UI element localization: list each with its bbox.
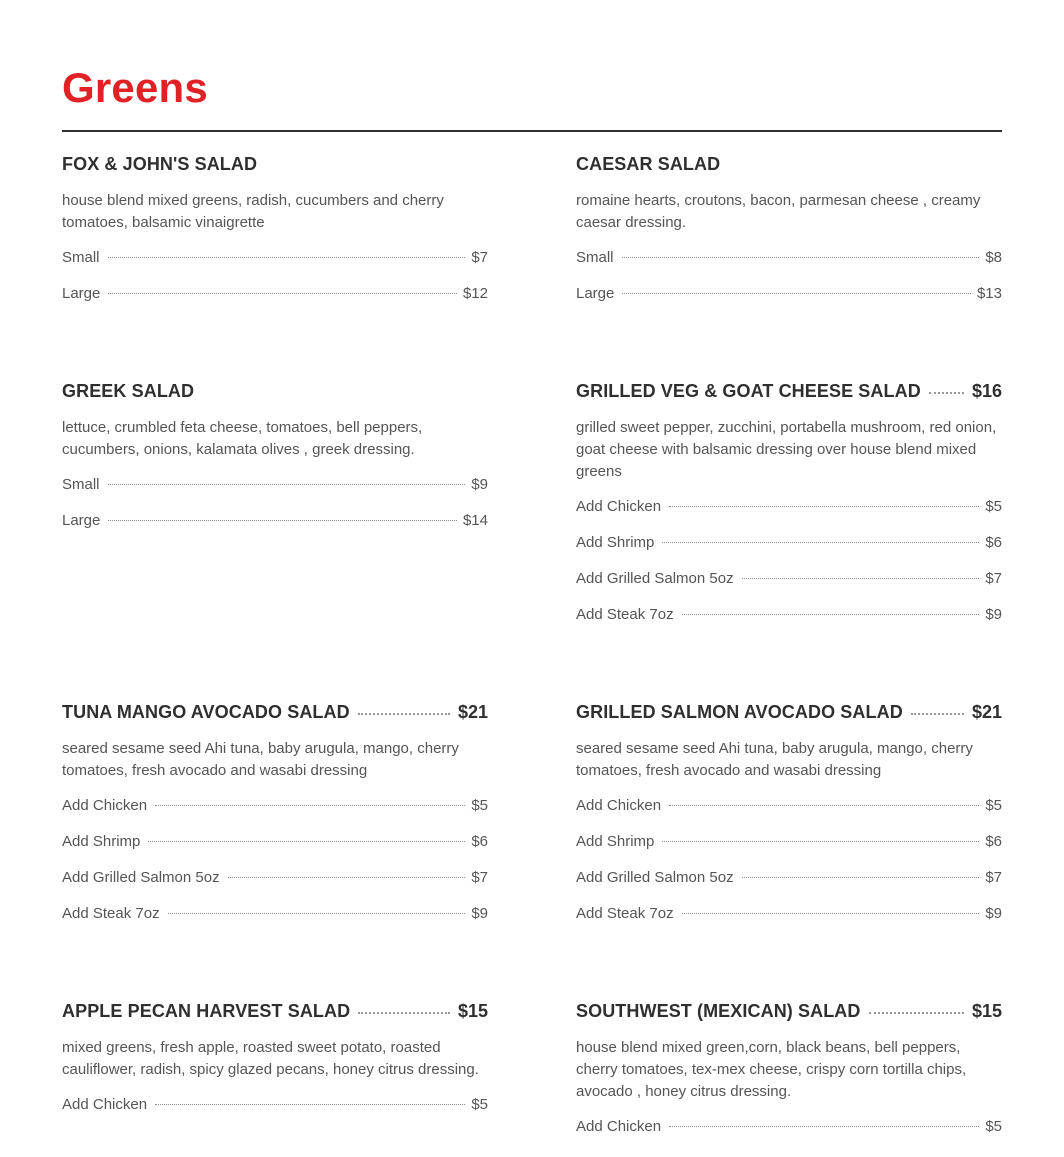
dot-leader xyxy=(228,877,466,878)
add-on-price: $6 xyxy=(471,833,488,850)
add-on-options xyxy=(576,797,1002,941)
menu-item-apple-pecan-harvest-salad xyxy=(62,1001,488,1132)
menu-item-grilled-salmon-avocado-salad xyxy=(576,702,1002,941)
dot-leader xyxy=(682,614,980,615)
item-name: GRILLED SALMON AVOCADO SALAD xyxy=(576,702,903,722)
item-name: GREEK SALAD xyxy=(62,381,195,401)
item-price: $15 xyxy=(457,1001,488,1021)
add-on-label: Add Chicken xyxy=(576,498,662,515)
dot-leader xyxy=(358,713,450,715)
option-price: $13 xyxy=(976,285,1002,302)
add-on-price: $5 xyxy=(471,1096,488,1113)
size-label: Large xyxy=(576,285,615,302)
item-price: $15 xyxy=(971,1001,1002,1021)
add-on-label: Add Steak 7oz xyxy=(576,606,674,623)
item-price: $21 xyxy=(971,702,1002,722)
add-on-options xyxy=(62,797,488,941)
option-price: $14 xyxy=(462,512,488,529)
item-name: FOX & JOHN'S SALAD xyxy=(62,154,258,174)
option-price: $8 xyxy=(985,249,1002,266)
size-label: Large xyxy=(62,285,101,302)
add-on-row xyxy=(576,833,1002,869)
price-options xyxy=(576,249,1002,321)
add-on-price: $6 xyxy=(985,534,1002,551)
menu-item-caesar-salad xyxy=(576,154,1002,321)
add-on-label: Add Chicken xyxy=(62,1096,148,1113)
dot-leader xyxy=(742,578,980,579)
dot-leader xyxy=(148,841,465,842)
item-description: grilled sweet pepper, zucchini, portabella mushroom, red onion, goat cheese with balsamic dressing over house blend mixed greens xyxy=(576,419,997,480)
add-on-row xyxy=(576,534,1002,570)
dot-leader xyxy=(108,520,457,521)
item-header xyxy=(62,154,488,180)
title-divider xyxy=(62,130,1002,132)
add-on-label: Add Grilled Salmon 5oz xyxy=(62,869,220,886)
item-name: APPLE PECAN HARVEST SALAD xyxy=(62,1001,351,1021)
dot-leader xyxy=(662,542,979,543)
add-on-price: $5 xyxy=(985,797,1002,814)
dot-leader xyxy=(669,805,979,806)
menu-item-tuna-mango-avocado-salad xyxy=(62,702,488,941)
price-row xyxy=(62,476,488,512)
item-header xyxy=(576,702,1002,728)
option-price: $9 xyxy=(471,476,488,493)
add-on-price: $9 xyxy=(471,905,488,922)
price-options xyxy=(62,476,488,548)
item-description: mixed greens, fresh apple, roasted sweet potato, roasted cauliflower, radish, spicy glazed pecans, honey citrus dressing. xyxy=(62,1039,479,1078)
add-on-row xyxy=(576,570,1002,606)
add-on-price: $7 xyxy=(471,869,488,886)
dot-leader xyxy=(669,1126,979,1127)
add-on-row xyxy=(576,606,1002,642)
menu-item-fox-johns-salad xyxy=(62,154,488,321)
add-on-label: Add Steak 7oz xyxy=(576,905,674,922)
size-label: Small xyxy=(62,249,100,266)
add-on-label: Add Grilled Salmon 5oz xyxy=(576,869,734,886)
price-row xyxy=(62,249,488,285)
add-on-price: $5 xyxy=(985,498,1002,515)
price-options xyxy=(62,249,488,321)
add-on-price: $7 xyxy=(985,869,1002,886)
item-header xyxy=(62,381,488,407)
item-description: house blend mixed greens, radish, cucumbers and cherry tomatoes, balsamic vinaigrette xyxy=(62,192,444,231)
add-on-row xyxy=(576,869,1002,905)
add-on-row xyxy=(62,869,488,905)
dot-leader xyxy=(108,293,457,294)
dot-leader xyxy=(742,877,980,878)
dot-leader xyxy=(168,913,466,914)
add-on-row xyxy=(576,797,1002,833)
item-header xyxy=(576,1001,1002,1027)
item-description: seared sesame seed Ahi tuna, baby arugula, mango, cherry tomatoes, fresh avocado and wasabi dressing xyxy=(62,740,459,779)
dot-leader xyxy=(108,257,466,258)
dot-leader xyxy=(155,1104,465,1105)
price-row xyxy=(62,512,488,548)
add-on-label: Add Steak 7oz xyxy=(62,905,160,922)
size-label: Large xyxy=(62,512,101,529)
add-on-label: Add Chicken xyxy=(576,797,662,814)
item-description: house blend mixed green,corn, black beans, bell peppers, cherry tomatoes, tex-mex cheese, crispy corn tortilla chips, avocado , honey citrus dressing. xyxy=(576,1039,967,1100)
add-on-row xyxy=(62,1096,488,1132)
add-on-label: Add Chicken xyxy=(62,797,148,814)
dot-leader xyxy=(869,1012,964,1014)
item-price: $21 xyxy=(457,702,488,722)
dot-leader xyxy=(622,293,971,294)
dot-leader xyxy=(622,257,980,258)
price-row xyxy=(576,285,1002,321)
option-price: $7 xyxy=(471,249,488,266)
item-price: $16 xyxy=(971,381,1002,401)
dot-leader xyxy=(358,1012,450,1014)
dot-leader xyxy=(682,913,980,914)
add-on-row xyxy=(576,905,1002,941)
item-name: TUNA MANGO AVOCADO SALAD xyxy=(62,702,350,722)
item-name: CAESAR SALAD xyxy=(576,154,721,174)
menu-item-grilled-veg-goat-cheese-salad xyxy=(576,381,1002,642)
add-on-row xyxy=(576,498,1002,534)
item-description: romaine hearts, croutons, bacon, parmesan cheese , creamy caesar dressing. xyxy=(576,192,981,231)
add-on-label: Add Shrimp xyxy=(576,534,655,551)
price-row xyxy=(62,285,488,321)
size-label: Small xyxy=(576,249,614,266)
add-on-label: Add Shrimp xyxy=(576,833,655,850)
section-title: Greens xyxy=(62,64,208,111)
add-on-price: $5 xyxy=(471,797,488,814)
item-name: GRILLED VEG & GOAT CHEESE SALAD xyxy=(576,381,921,401)
dot-leader xyxy=(108,484,466,485)
add-on-price: $9 xyxy=(985,905,1002,922)
add-on-row xyxy=(62,905,488,941)
add-on-price: $6 xyxy=(985,833,1002,850)
item-header xyxy=(576,381,1002,407)
add-on-label: Add Chicken xyxy=(576,1118,662,1135)
item-header xyxy=(576,154,1002,180)
add-on-price: $7 xyxy=(985,570,1002,587)
menu-item-greek-salad xyxy=(62,381,488,548)
add-on-price: $9 xyxy=(985,606,1002,623)
dot-leader xyxy=(155,805,465,806)
item-description: lettuce, crumbled feta cheese, tomatoes, bell peppers, cucumbers, onions, kalamata olives , greek dressing. xyxy=(62,419,423,458)
add-on-label: Add Shrimp xyxy=(62,833,141,850)
item-header xyxy=(62,702,488,728)
add-on-options xyxy=(62,1096,488,1132)
dot-leader xyxy=(669,506,979,507)
item-header xyxy=(62,1001,488,1027)
add-on-label: Add Grilled Salmon 5oz xyxy=(576,570,734,587)
add-on-row xyxy=(62,797,488,833)
option-price: $12 xyxy=(462,285,488,302)
add-on-options xyxy=(576,1118,1002,1154)
add-on-row xyxy=(62,833,488,869)
price-row xyxy=(576,249,1002,285)
item-name: SOUTHWEST (MEXICAN) SALAD xyxy=(576,1001,861,1021)
dot-leader xyxy=(662,841,979,842)
add-on-price: $5 xyxy=(985,1118,1002,1135)
dot-leader xyxy=(929,392,964,394)
size-label: Small xyxy=(62,476,100,493)
add-on-options xyxy=(576,498,1002,642)
dot-leader xyxy=(911,713,964,715)
menu-item-southwest-mexican-salad xyxy=(576,1001,1002,1154)
add-on-row xyxy=(576,1118,1002,1154)
item-description: seared sesame seed Ahi tuna, baby arugula, mango, cherry tomatoes, fresh avocado and wasabi dressing xyxy=(576,740,973,779)
